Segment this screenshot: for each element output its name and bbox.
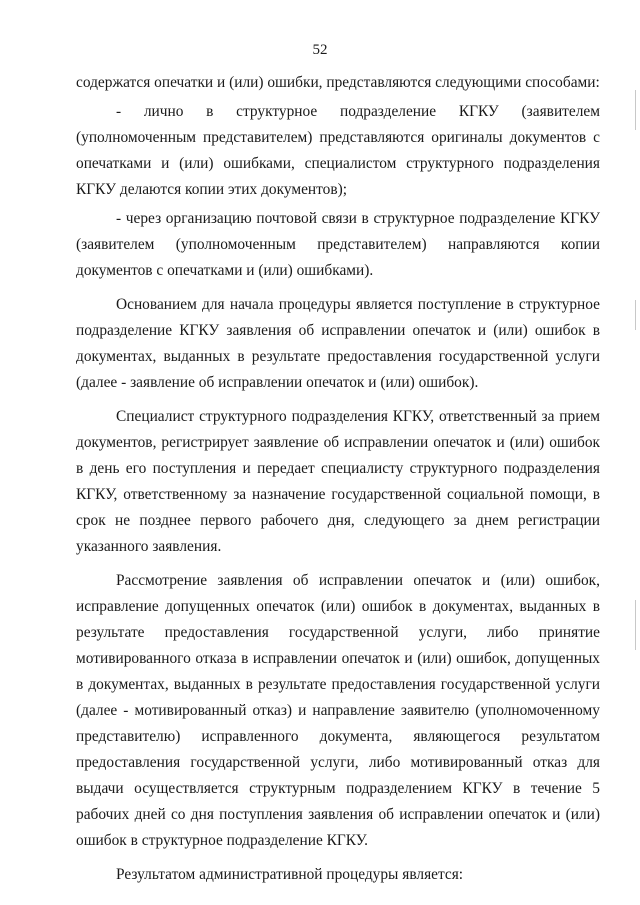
scan-edge-mark [635, 300, 636, 330]
scan-edge-mark [635, 90, 636, 130]
paragraph-procedure-basis: Основанием для начала процедуры является поступление в структурное подразделение КГКУ заявления об исправлении опечаток и (или) ошибок в документах, выданных в результате предоставления государственной услуги (далее - заявление об исправлении опечаток и (или) ошибок). [76, 296, 600, 391]
paragraph-review: Рассмотрение заявления об исправлении опечаток и (или) ошибок, исправление допущенных опечаток (или) ошибок в документах, выданных в результате предоставления государственной услуги, либо принятие мотивированного отказа в исправлении опечаток и (или) ошибок, допущенных в документах, выданных в результате предоставления государственной услуги (далее - мотивированный отказ) и направление заявителю (уполномоченному представителю) исправленного документа, являющегося результатом предоставления государственной услуги, либо мотивированный отказ для выдачи осуществляется структурным подразделением КГКУ в течение 5 рабочих дней со дня поступления заявления об исправлении опечаток и (или) ошибок в структурное подразделение КГКУ. [76, 572, 600, 849]
scan-edge-mark [635, 600, 636, 650]
paragraph-intro: содержатся опечатки и (или) ошибки, представляются следующими способами: [76, 74, 600, 91]
page-number: 52 [312, 42, 328, 58]
paragraph-by-mail: - через организацию почтовой связи в структурное подразделение КГКУ (заявителем (уполномоченным представителем) направляются копии документов с опечатками и (или) ошибками). [76, 210, 600, 279]
paragraph-result: Результатом административной процедуры является: [116, 866, 464, 883]
paragraph-registration: Специалист структурного подразделения КГКУ, ответственный за прием документов, регистрирует заявление об исправлении опечаток и (или) ошибок в день его поступления и передает специалисту структурного подразделения КГКУ, ответственному за назначение государственной социальной помощи, в срок не позднее первого рабочего дня, следующего за днем регистрации указанного заявления. [76, 408, 600, 555]
paragraph-in-person: - лично в структурное подразделение КГКУ (заявителем (уполномоченным представителем) представляются оригиналы документов с опечатками и (или) ошибками, специалистом структурного подразделения КГКУ делаются копии этих документов); [76, 103, 600, 198]
document-body [76, 70, 600, 896]
